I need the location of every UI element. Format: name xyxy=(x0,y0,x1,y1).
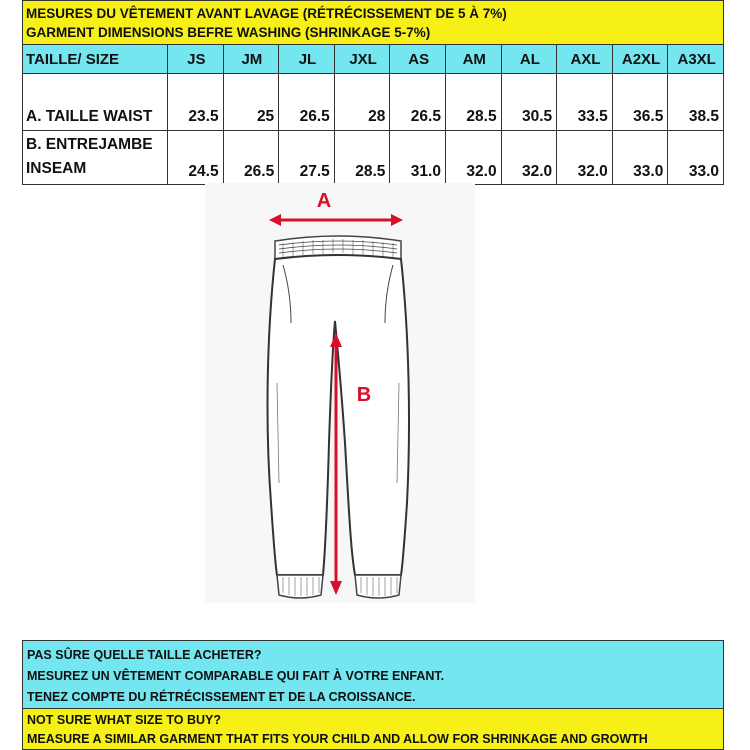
waist-value: 38.5 xyxy=(668,74,724,131)
inseam-row xyxy=(23,131,724,185)
inseam-value: 24.5 xyxy=(168,131,224,185)
size-jl: JL xyxy=(279,45,335,74)
size-axl: AXL xyxy=(557,45,613,74)
footer-fr-line-2: MESUREZ UN VÊTEMENT COMPARABLE QUI FAIT À VOTRE ENFANT. xyxy=(27,669,445,683)
inseam-value: 32.0 xyxy=(445,131,501,185)
footer-fr-line-3: TENEZ COMPTE DU RÉTRÉCISSEMENT ET DE LA CROISSANCE. xyxy=(27,690,416,704)
header-band xyxy=(22,0,724,44)
size-al: AL xyxy=(501,45,557,74)
waist-value: 23.5 xyxy=(168,74,224,131)
waist-value: 26.5 xyxy=(390,74,446,131)
waist-value: 36.5 xyxy=(612,74,668,131)
inseam-value: 32.0 xyxy=(557,131,613,185)
size-header-row xyxy=(23,45,724,74)
inseam-value: 33.0 xyxy=(668,131,724,185)
footer-en-line-1: NOT SURE WHAT SIZE TO BUY? xyxy=(27,713,221,727)
waist-value: 26.5 xyxy=(279,74,335,131)
inseam-label-fr: B. ENTREJAMBE xyxy=(26,136,153,153)
label-b: B xyxy=(356,384,372,406)
size-jm: JM xyxy=(223,45,279,74)
size-a2xl: A2XL xyxy=(612,45,668,74)
inseam-value: 26.5 xyxy=(223,131,279,185)
inseam-label xyxy=(23,131,168,185)
size-am: AM xyxy=(445,45,501,74)
inseam-value: 32.0 xyxy=(501,131,557,185)
inseam-value: 27.5 xyxy=(279,131,335,185)
inseam-value: 31.0 xyxy=(390,131,446,185)
waist-value: 30.5 xyxy=(501,74,557,131)
footer-en-line-2: MEASURE A SIMILAR GARMENT THAT FITS YOUR CHILD AND ALLOW FOR SHRINKAGE AND GROWTH xyxy=(27,732,648,746)
waist-label: A. TAILLE WAIST xyxy=(23,74,168,131)
size-jxl: JXL xyxy=(334,45,390,74)
footer-fr-band xyxy=(22,640,724,708)
footer-fr-line-1: PAS SÛRE QUELLE TAILLE ACHETER? xyxy=(27,648,262,662)
header-title-en: GARMENT DIMENSIONS BEFRE WASHING (SHRINKAGE 5-7%) xyxy=(26,25,431,40)
inseam-value: 33.0 xyxy=(612,131,668,185)
waist-value: 25 xyxy=(223,74,279,131)
header-title-fr: MESURES DU VÊTEMENT AVANT LAVAGE (RÉTRÉCISSEMENT DE 5 À 7%) xyxy=(26,6,507,21)
waist-value: 28.5 xyxy=(445,74,501,131)
pants-diagram xyxy=(205,183,475,603)
waist-row xyxy=(23,74,724,131)
size-js: JS xyxy=(168,45,224,74)
waist-value: 28 xyxy=(334,74,390,131)
footer-en-band xyxy=(22,708,724,750)
size-as: AS xyxy=(390,45,446,74)
inseam-value: 28.5 xyxy=(334,131,390,185)
size-label: TAILLE/ SIZE xyxy=(23,45,168,74)
waist-value: 33.5 xyxy=(557,74,613,131)
label-a: A xyxy=(316,190,332,212)
inseam-label-en: INSEAM xyxy=(26,160,87,177)
size-chart-table xyxy=(22,44,724,185)
size-a3xl: A3XL xyxy=(668,45,724,74)
